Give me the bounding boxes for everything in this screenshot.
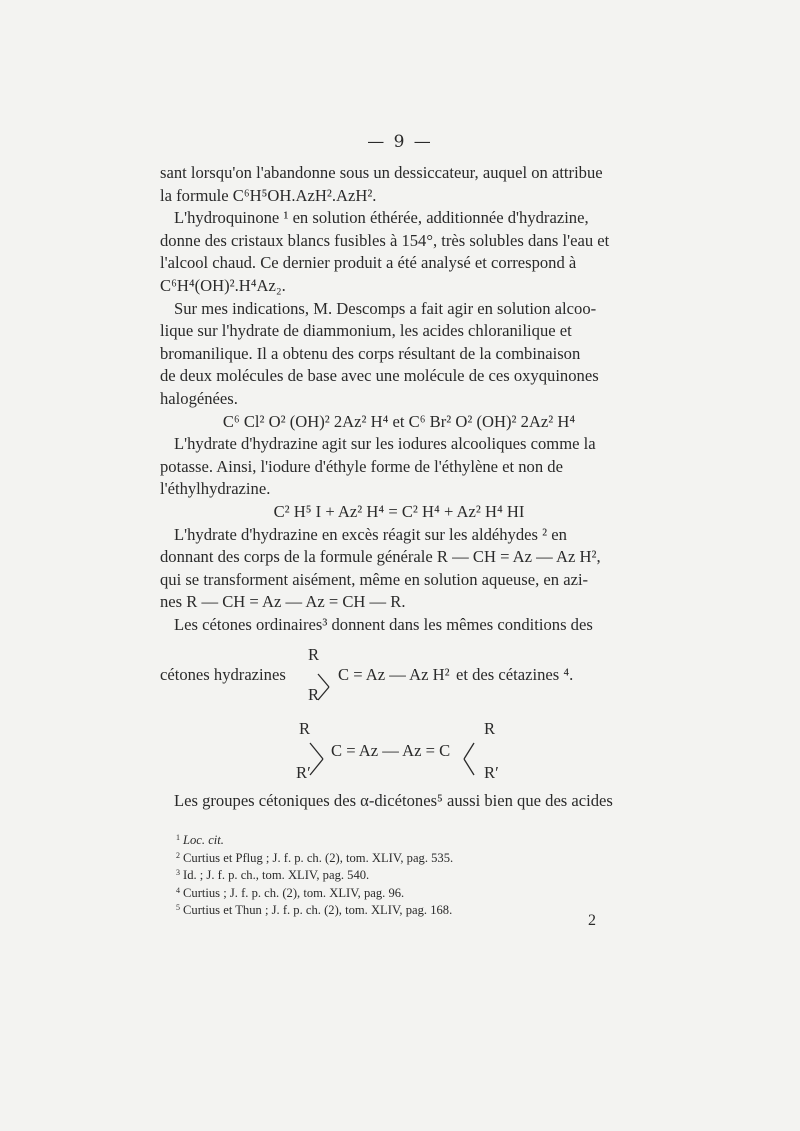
cetazine-r4: R′: [484, 763, 499, 783]
para4-line1: L'hydrate d'hydrazine agit sur les iodures alcooliques comme la: [174, 434, 596, 454]
formula-oxyquinones: C⁶ Cl² O² (OH)² 2Az² H⁴ et C⁶ Br² O² (OH)² 2Az² H⁴: [222, 411, 576, 431]
para5-line1: L'hydrate d'hydrazine en excès réagit sur les aldéhydes ² en: [174, 524, 567, 544]
para5-line2: donnant des corps de la formule générale R — CH = Az — Az H²,: [160, 547, 601, 567]
footnote-3: [176, 867, 646, 885]
cetazine-r1: R: [299, 719, 311, 739]
cetazine-r2: R′: [296, 763, 311, 783]
para2-line3: l'alcool chaud. Ce dernier produit a été analysé et correspond à: [160, 253, 577, 273]
para2-line2: donne des cristaux blancs fusibles à 154°, très solubles dans l'eau et: [160, 230, 610, 250]
para1-line2: la formule C⁶H⁵OH.AzH².AzH².: [160, 185, 377, 205]
footnote-1: [176, 832, 646, 850]
para7-line1: Les groupes cétoniques des α-dicétones⁵ aussi bien que des acides: [174, 791, 613, 811]
cet-r-top: R: [308, 645, 320, 665]
signature-mark: 2: [588, 912, 596, 929]
footnote-5: [176, 902, 646, 920]
para3-line3: bromanilique. Il a obtenu des corps résultant de la combinaison: [160, 343, 581, 363]
cet-r-bottom: R: [308, 685, 320, 705]
footnote-4: [176, 885, 646, 903]
footnote-mark: 4: [176, 885, 180, 895]
para3-line1: Sur mes indications, M. Descomps a fait agir en solution alcoo-: [174, 298, 597, 318]
para3-line5: halogénées.: [160, 388, 238, 408]
bond-line: [310, 743, 323, 759]
para6-line1: Les cétones ordinaires³ donnent dans les mêmes conditions des: [174, 614, 593, 634]
para3-line4: de deux molécules de base avec une molécule de ces oxyquinones: [160, 366, 599, 386]
para5-line3: qui se transforment aisément, même en solution aqueuse, en azi-: [160, 569, 589, 589]
para5-line4: nes R — CH = Az — Az = CH — R.: [160, 592, 406, 612]
footnote-mark: 5: [176, 903, 180, 912]
para1-line1: sant lorsqu'on l'abandonne sous un dessiccateur, auquel on attribue: [160, 163, 603, 182]
footnote-mark: 3: [176, 868, 180, 877]
footnote-mark: 2: [176, 850, 180, 860]
formula-ethyl-iodide: C² H⁵ I + Az² H⁴ = C² H⁴ + Az² H⁴ HI: [273, 501, 525, 521]
bond-line: [310, 759, 323, 775]
footnote-text: Curtius ; J. f. p. ch. (2), tom. XLIV, pag. 96.: [183, 885, 405, 900]
para2-line4: C⁶H⁴(OH)².H⁴Az₂.: [160, 275, 286, 295]
page-number: — 9 —: [367, 132, 433, 152]
cet-formula: C = Az — Az H²: [338, 665, 450, 685]
bond-line: [464, 759, 474, 775]
cetazine-mid: C = Az — Az = C: [331, 741, 451, 761]
bond-line: [464, 743, 474, 759]
bond-line: [318, 687, 329, 700]
cet-tail: et des cétazines ⁴.: [456, 665, 574, 685]
para3-line2: lique sur l'hydrate de diammonium, les acides chloranilique et: [160, 321, 572, 341]
bond-line: [318, 674, 329, 687]
para4-line3: l'éthylhydrazine.: [160, 479, 271, 499]
footnote-text: Id. ; J. f. p. ch., tom. XLIV, pag. 540.: [183, 868, 370, 882]
footnote-2: [176, 850, 646, 868]
cetones-hydrazines-label: cétones hydrazines: [160, 665, 286, 685]
para2-line1: L'hydroquinone ¹ en solution éthérée, additionnée d'hydrazine,: [174, 208, 589, 228]
footnote-text: Curtius et Thun ; J. f. p. ch. (2), tom. XLIV, pag. 168.: [183, 903, 453, 917]
footnote-mark: 1: [176, 833, 180, 842]
footnote-text: Loc. cit.: [183, 833, 224, 847]
para4-line2: potasse. Ainsi, l'iodure d'éthyle forme de l'éthylène et non de: [160, 456, 563, 476]
footnote-text: Curtius et Pflug ; J. f. p. ch. (2), tom. XLIV, pag. 535.: [183, 850, 454, 865]
footnotes: [176, 832, 646, 920]
cetazine-r3: R: [484, 719, 496, 739]
